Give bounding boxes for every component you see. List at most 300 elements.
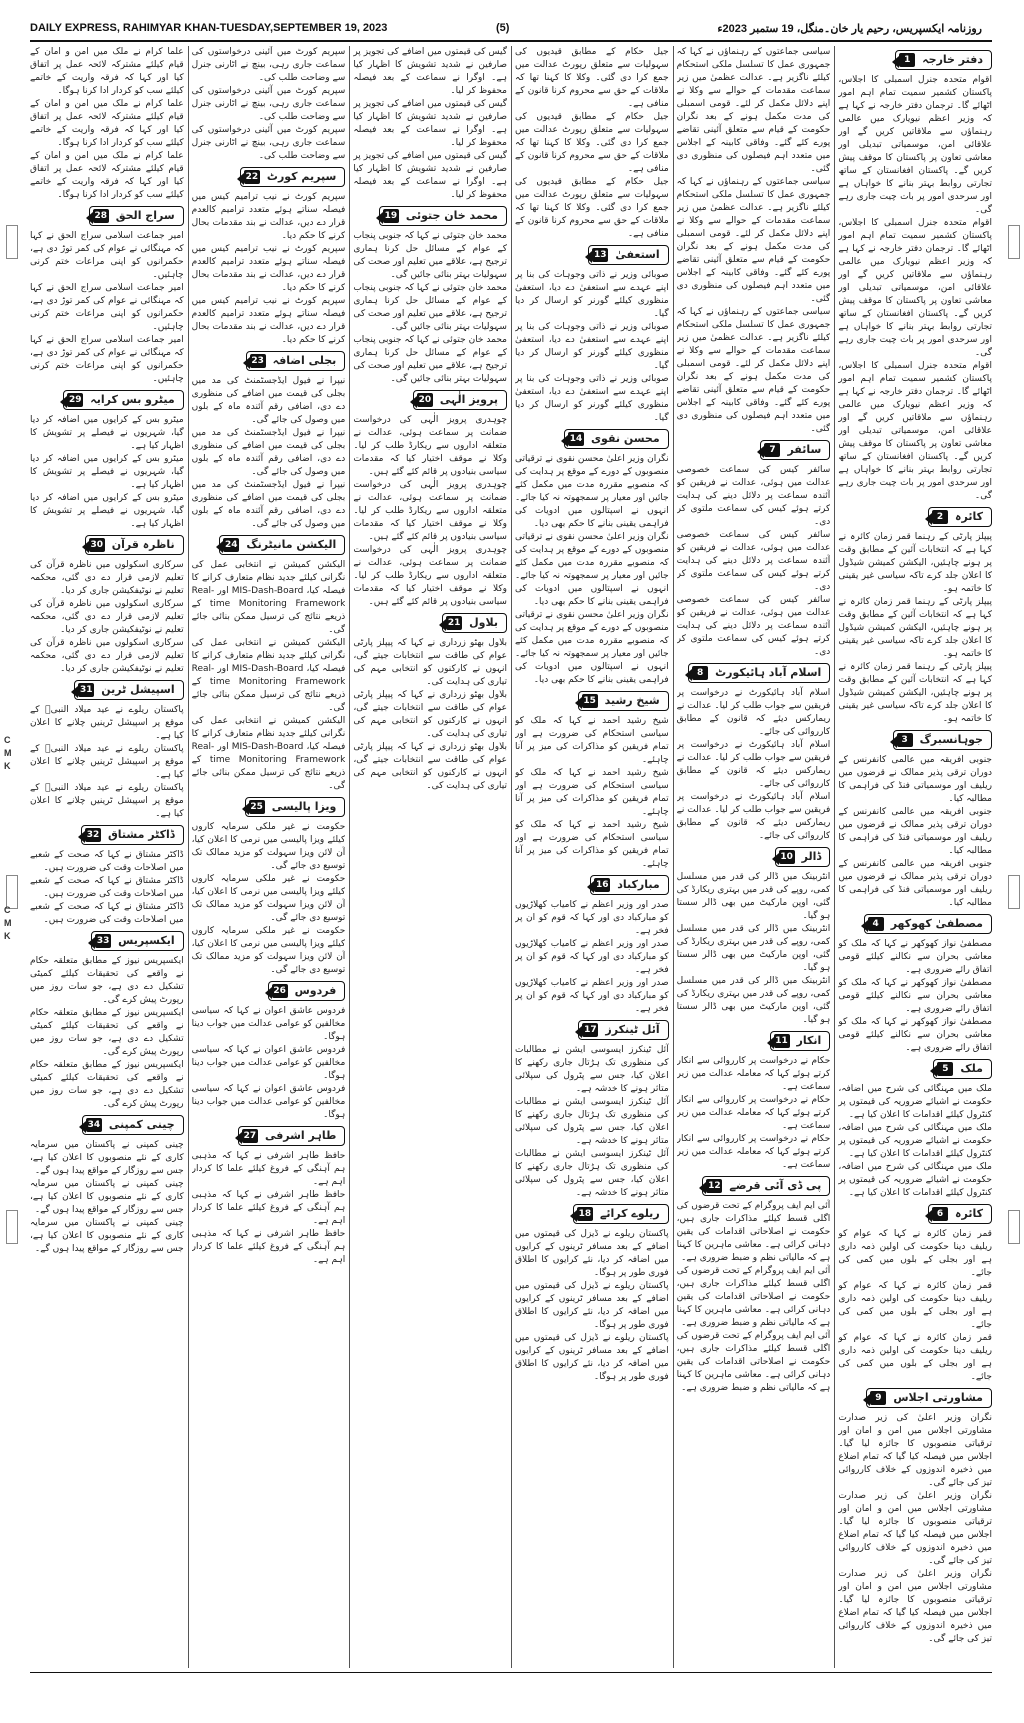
news-item — [838, 730, 992, 910]
headline-box — [838, 914, 992, 934]
article-paragraph: نیپرا نے فیول ایڈجسٹمنٹ کی مد میں بجلی کی قیمت میں اضافے کی منظوری دے دی، اضافی رقم آئندہ ماہ کے بلوں میں وصول کی جائے گی۔ — [191, 480, 346, 529]
headline-box — [192, 167, 346, 187]
headline-title: محسن نقوی 14 — [564, 429, 669, 449]
headline-number: 33 — [95, 934, 111, 948]
headline-number: 15 — [582, 694, 598, 708]
headline-box — [30, 1115, 184, 1135]
article-paragraph: اسلام آباد ہائیکورٹ نے درخواست پر فریقین سے جواب طلب کر لیا۔ عدالت نے ریمارکس دیئے کہ قانون کے مطابق کارروائی کی جائے۔ — [676, 688, 831, 737]
arrow-icon — [575, 1026, 582, 1038]
article-paragraph: نگران وزیر اعلیٰ کی زیر صدارت مشاورتی اجلاس میں امن و امان اور ترقیاتی منصوبوں کا جائزہ لیا گیا۔ اجلاس میں فیصلہ کیا گیا کہ تمام اضلاع میں ذخیرہ اندوزوں کے خلاف کارروائی تیز کی جائے گی۔ — [838, 1413, 992, 1488]
article-paragraph: میٹرو بس کے کرایوں میں اضافہ کر دیا گیا، شہریوں نے فیصلے پر تشویش کا اظہار کیا ہے۔ — [30, 454, 184, 490]
column-rule — [511, 46, 512, 1668]
headline-title: چینی کمپنی 34 — [82, 1115, 184, 1135]
article-paragraph: جنوبی افریقہ میں عالمی کانفرنس کے دوران ترقی پذیر ممالک نے قرضوں میں ریلیف اور موسمیاتی فنڈ کی فراہمی کا مطالبہ کیا۔ — [838, 859, 992, 908]
news-item — [677, 1031, 831, 1172]
news-item — [515, 1204, 669, 1384]
headline-box — [677, 1031, 831, 1051]
article-paragraph: حکومت نے غیر ملکی سرمایہ کاروں کیلئے ویزا پالیسی میں نرمی کا اعلان کیا، آن لائن ویزا سہولت کو مزید ممالک تک توسیع دی جائے گی۔ — [191, 874, 346, 923]
article-paragraph: انٹربینک میں ڈالر کی قدر میں مسلسل کمی، روپے کی قدر میں بہتری ریکارڈ کی گئی، اوپن مارکیٹ میں بھی ڈالر سستا ہو گیا۔ — [676, 924, 831, 973]
news-item — [677, 46, 831, 436]
article-paragraph: گیس کی قیمتوں میں اضافے کی تجویز پر صارفین نے شدید تشویش کا اظہار کیا ہے۔ اوگرا نے سماعت کے بعد فیصلہ محفوظ کر لیا۔ — [353, 151, 507, 200]
article-paragraph: سائفر کیس کی سماعت خصوصی عدالت میں ہوئی، عدالت نے فریقین کو آئندہ سماعت پر دلائل دینے کی ہدایت کرتے ہوئے کیس کی سماعت ملتوی کر دی۔ — [676, 530, 831, 592]
article-paragraph: چوہدری پرویز الٰہی کی درخواست ضمانت پر سماعت ہوئی، عدالت نے متعلقہ اداروں سے ریکارڈ طلب کر لیا۔ وکلا نے موقف اختیار کیا کہ مقدمات سیاسی بنیادوں پر قائم کئے گئے ہیں۔ — [353, 480, 507, 542]
article-paragraph: صدر اور وزیر اعظم نے کامیاب کھلاڑیوں کو مبارکباد دی اور کہا کہ قوم کو ان پر فخر ہے۔ — [515, 978, 669, 1014]
headline-number: 24 — [223, 538, 239, 552]
news-item — [192, 535, 346, 793]
article-paragraph: سپریم کورٹ نے نیب ترامیم کیس میں فیصلہ سناتے ہوئے متعدد ترامیم کالعدم قرار دے دیں، عدالت نے بند مقدمات بحال کرنے کا حکم دیا۔ — [191, 244, 346, 293]
headline-title: بجلی اضافہ 23 — [246, 351, 346, 371]
headline-number: 18 — [577, 1207, 593, 1221]
article-paragraph: پاکستان ریلوے نے ڈیزل کی قیمتوں میں اضافے کے بعد مسافر ٹرینوں کے کرایوں میں اضافہ کر دیا، نئے کرایوں کا اطلاق فوری طور پر ہوگا۔ — [515, 1229, 669, 1278]
headline-box — [30, 680, 184, 700]
headline-number: 25 — [249, 800, 265, 814]
column-rule — [673, 46, 674, 1668]
article-paragraph: صوبائی وزیر نے ذاتی وجوہات کی بنا پر اپنے عہدے سے استعفیٰ دے دیا، استعفیٰ منظوری کیلئے گورنر کو ارسال کر دیا گیا۔ — [515, 270, 669, 319]
headline-number: 27 — [242, 1129, 258, 1143]
article-paragraph: انٹربینک میں ڈالر کی قدر میں مسلسل کمی، روپے کی قدر میں بہتری ریکارڈ کی گئی، اوپن مارکیٹ میں بھی ڈالر سستا ہو گیا۔ — [676, 872, 831, 921]
article-paragraph: حکام نے درخواست پر کارروائی سے انکار کرتے ہوئے کہا کہ معاملہ عدالت میں زیر سماعت ہے۔ — [676, 1095, 831, 1131]
arrow-icon — [376, 212, 383, 224]
article-paragraph: علما کرام نے ملک میں امن و امان کے قیام کیلئے مشترکہ لائحہ عمل پر اتفاق کیا اور کہا کہ فرقہ واریت کے خاتمے کیلئے سب کو کردار ادا کرنا ہوگا۔ — [30, 151, 184, 200]
article-paragraph: ڈاکٹر مشتاق نے کہا کہ صحت کے شعبے میں اصلاحات وقت کی ضرورت ہیں۔ — [30, 850, 184, 873]
article-paragraph: گیس کی قیمتوں میں اضافے کی تجویز پر صارفین نے شدید تشویش کا اظہار کیا ہے۔ اوگرا نے سماعت کے بعد فیصلہ محفوظ کر لیا۔ — [353, 47, 507, 96]
article-paragraph: قمر زمان کائرہ نے کہا کہ عوام کو ریلیف دینا حکومت کی اولین ذمہ داری ہے اور بجلی کے بلوں میں کمی کی جائے۔ — [838, 1333, 992, 1382]
article-paragraph: انٹربینک میں ڈالر کی قدر میں مسلسل کمی، روپے کی قدر میں بہتری ریکارڈ کی گئی، اوپن مارکیٹ میں بھی ڈالر سستا ہو گیا۔ — [676, 976, 831, 1025]
news-item — [677, 663, 831, 843]
headline-box — [192, 981, 346, 1001]
article-paragraph: ایکسپریس نیوز کے مطابق متعلقہ حکام نے واقعے کی تحقیقات کیلئے کمیٹی تشکیل دے دی ہے، جو سات روز میں رپورٹ پیش کرے گی۔ — [30, 956, 184, 1005]
arrow-icon — [925, 1210, 932, 1222]
masthead-urdu: روزنامہ ایکسپریس، رحیم یار خان۔منگل، 19 ستمبر 2023ء — [717, 23, 982, 35]
article-paragraph: حکام نے درخواست پر کارروائی سے انکار کرتے ہوئے کہا کہ معاملہ عدالت میں زیر سماعت ہے۔ — [676, 1056, 831, 1092]
article-paragraph: امیر جماعت اسلامی سراج الحق نے کہا کہ مہنگائی نے عوام کی کمر توڑ دی ہے، حکمرانوں کو اپنی مراعات ختم کرنی چاہئیں۔ — [30, 335, 184, 384]
headline-number: 28 — [93, 209, 109, 223]
article-paragraph: شیخ رشید احمد نے کہا کہ ملک کو سیاسی استحکام کی ضرورت ہے اور تمام فریقین کو مذاکرات کی میز پر آنا چاہئے۔ — [515, 716, 669, 765]
headline-title: ریلوے کرائے 18 — [573, 1204, 669, 1224]
arrow-icon — [767, 1037, 774, 1049]
news-item — [515, 429, 669, 687]
headline-title: کائرہ 2 — [928, 507, 992, 527]
article-paragraph: ڈاکٹر مشتاق نے کہا کہ صحت کے شعبے میں اصلاحات وقت کی ضرورت ہیں۔ — [30, 902, 184, 925]
arrow-icon — [71, 686, 78, 698]
news-item — [353, 206, 507, 386]
article-paragraph: حکومت نے غیر ملکی سرمایہ کاروں کیلئے ویزا پالیسی میں نرمی کا اعلان کیا، آن لائن ویزا سہولت کو مزید ممالک تک توسیع دی جائے گی۔ — [191, 926, 346, 975]
arrow-icon — [930, 1065, 937, 1077]
news-item — [838, 1059, 992, 1200]
headline-number: 9 — [870, 1391, 886, 1405]
headline-number: 30 — [89, 538, 105, 552]
news-item — [838, 1204, 992, 1384]
news-item — [838, 507, 992, 726]
article-paragraph: پاکستان ریلوے نے عید میلاد النبیؐ کے موقع پر اسپیشل ٹرینیں چلانے کا اعلان کیا ہے۔ — [30, 744, 184, 780]
news-item — [353, 46, 507, 202]
arrow-icon — [890, 736, 897, 748]
arrow-icon — [685, 669, 692, 681]
headline-box — [30, 931, 184, 951]
headline-title: پی ڈی آئی قرضے 12 — [702, 1176, 830, 1196]
article-paragraph: امیر جماعت اسلامی سراج الحق نے کہا کہ مہنگائی نے عوام کی کمر توڑ دی ہے، حکمرانوں کو اپنی مراعات ختم کرنی چاہئیں۔ — [30, 283, 184, 332]
news-item — [353, 390, 507, 609]
news-item — [677, 440, 831, 659]
column-text — [30, 46, 184, 1668]
news-column — [192, 46, 346, 1668]
headline-box — [515, 429, 669, 449]
article-paragraph: حکومت نے غیر ملکی سرمایہ کاروں کیلئے ویزا پالیسی میں نرمی کا اعلان کیا، آن لائن ویزا سہولت کو مزید ممالک تک توسیع دی جائے گی۔ — [191, 822, 346, 871]
headline-box — [353, 613, 507, 633]
article-paragraph: جنوبی افریقہ میں عالمی کانفرنس کے دوران ترقی پذیر ممالک نے قرضوں میں ریلیف اور موسمیاتی فنڈ کی فراہمی کا مطالبہ کیا۔ — [838, 807, 992, 856]
headline-number: 3 — [897, 733, 913, 747]
article-paragraph: میٹرو بس کے کرایوں میں اضافہ کر دیا گیا، شہریوں نے فیصلے پر تشویش کا اظہار کیا ہے۔ — [30, 415, 184, 451]
headline-box — [677, 847, 831, 867]
article-paragraph: آئل ٹینکرز ایسوسی ایشن نے مطالبات کی منظوری تک ہڑتال جاری رکھنے کا اعلان کیا، جس سے پٹرول کی سپلائی متاثر ہونے کا خدشہ ہے۔ — [515, 1097, 669, 1146]
headline-title: استعفیٰ 13 — [588, 245, 668, 265]
article-paragraph: پاکستان ریلوے نے ڈیزل کی قیمتوں میں اضافے کے بعد مسافر ٹرینوں کے کرایوں میں اضافہ کر دیا، نئے کرایوں کا اطلاق فوری طور پر ہوگا۔ — [515, 1281, 669, 1330]
headline-number: 12 — [706, 1179, 722, 1193]
headline-box — [515, 1204, 669, 1224]
headline-title: ڈالر 10 — [775, 847, 831, 867]
article-paragraph: پیپلز پارٹی کے رہنما قمر زمان کائرہ نے کہا ہے کہ انتخابات آئین کے مطابق وقت پر ہونے چاہئیں، الیکشن کمیشن شیڈول کا اعلان جلد کرے تاکہ سیاسی غیر یقینی کا خاتمہ ہو۔ — [838, 597, 992, 659]
right-registration-mark — [1008, 1210, 1020, 1244]
article-paragraph: سائفر کیس کی سماعت خصوصی عدالت میں ہوئی، عدالت نے فریقین کو آئندہ سماعت پر دلائل دینے کی ہدایت کرتے ہوئے کیس کی سماعت ملتوی کر دی۔ — [676, 595, 831, 657]
article-paragraph: چوہدری پرویز الٰہی کی درخواست ضمانت پر سماعت ہوئی، عدالت نے متعلقہ اداروں سے ریکارڈ طلب کر لیا۔ وکلا نے موقف اختیار کیا کہ مقدمات سیاسی بنیادوں پر قائم کئے گئے ہیں۔ — [353, 545, 507, 607]
article-paragraph: نگران وزیر اعلیٰ محسن نقوی نے ترقیاتی منصوبوں کے دورے کے موقع پر ہدایت کی کہ منصوبے مقررہ مدت میں مکمل کئے جائیں اور معیار پر سمجھوتہ نہ کیا جائے۔ انہوں نے اسپتالوں میں ادویات کی فراہمی یقینی بنانے کا حکم بھی دیا۔ — [515, 532, 669, 607]
masthead-english: DAILY EXPRESS, RAHIMYAR KHAN-TUESDAY,SEPTEMBER 19, 2023 — [30, 22, 388, 34]
article-paragraph: اسلام آباد ہائیکورٹ نے درخواست پر فریقین سے جواب طلب کر لیا۔ عدالت نے ریمارکس دیئے کہ قانون کے مطابق کارروائی کی جائے۔ — [676, 792, 831, 841]
arrow-icon — [78, 831, 85, 843]
headline-box — [838, 50, 992, 70]
headline-box — [838, 1204, 992, 1224]
headline-number: 32 — [85, 828, 101, 842]
headline-title: میٹرو بس کرایہ 29 — [63, 390, 183, 410]
headline-box — [353, 206, 507, 226]
article-paragraph: سرکاری اسکولوں میں ناظرہ قرآن کی تعلیم لازمی قرار دے دی گئی، محکمہ تعلیم نے نوٹیفکیشن جاری کر دیا۔ — [30, 560, 184, 596]
article-paragraph: اقوام متحدہ جنرل اسمبلی کا اجلاس، پاکستان کشمیر سمیت تمام اہم امور اٹھائے گا۔ ترجمان دفتر خارجہ نے کہا ہے کہ وزیر اعظم نیویارک میں عالمی رہنماؤں سے ملاقاتیں کریں گے اور علاقائی امن، موسمیاتی تبدیلی اور معاشی تعاون پر پاکستان کا موقف پیش کریں گے۔ پاکستان افغانستان کے ساتھ تجارتی روابط بہتر بنانے کا خواہاں ہے اور سرحدی امور پر بات چیت جاری رہے گی۔ — [838, 218, 992, 358]
arrow-icon — [772, 853, 779, 865]
headline-number: 16 — [594, 878, 610, 892]
news-item — [677, 847, 831, 1027]
article-paragraph: اقوام متحدہ جنرل اسمبلی کا اجلاس، پاکستان کشمیر سمیت تمام اہم امور اٹھائے گا۔ ترجمان دفتر خارجہ نے کہا ہے کہ وزیر اعظم نیویارک میں عالمی رہنماؤں سے ملاقاتیں کریں گے اور علاقائی امن، موسمیاتی تبدیلی اور معاشی تعاون پر پاکستان کا موقف پیش کریں گے۔ پاکستان افغانستان کے ساتھ تجارتی روابط بہتر بنانے کا خواہاں ہے اور سرحدی امور پر بات چیت جاری رہے گی۔ — [838, 75, 992, 215]
news-item — [515, 46, 669, 241]
news-item — [353, 613, 507, 793]
headline-box — [192, 535, 346, 555]
article-paragraph: سپریم کورٹ نے نیب ترامیم کیس میں فیصلہ سناتے ہوئے متعدد ترامیم کالعدم قرار دے دیں، عدالت نے بند مقدمات بحال کرنے کا حکم دیا۔ — [191, 296, 346, 345]
article-paragraph: اقوام متحدہ جنرل اسمبلی کا اجلاس، پاکستان کشمیر سمیت تمام اہم امور اٹھائے گا۔ ترجمان دفتر خارجہ نے کہا ہے کہ وزیر اعظم نیویارک میں عالمی رہنماؤں سے ملاقاتیں کریں گے اور علاقائی امن، موسمیاتی تبدیلی اور معاشی تعاون پر پاکستان کا موقف پیش کریں گے۔ پاکستان افغانستان کے ساتھ تجارتی روابط بہتر بنانے کا خواہاں ہے اور سرحدی امور پر بات چیت جاری رہے گی۔ — [838, 361, 992, 501]
article-paragraph: محمد خان جتوئی نے کہا کہ جنوبی پنجاب کے عوام کے مسائل حل کرنا ہماری ترجیح ہے، علاقے میں تعلیم اور صحت کی سہولیات بہتر بنائی جائیں گی۔ — [353, 283, 507, 332]
headline-box — [677, 440, 831, 460]
headline-box — [677, 663, 831, 683]
article-paragraph: سرکاری اسکولوں میں ناظرہ قرآن کی تعلیم لازمی قرار دے دی گئی، محکمہ تعلیم نے نوٹیفکیشن جاری کر دیا۔ — [30, 599, 184, 635]
headline-number: 6 — [932, 1207, 948, 1221]
headline-title: محمد خان جتوئی 19 — [379, 206, 507, 226]
newspaper-page — [30, 46, 992, 1668]
crop-mark-k: K — [4, 931, 11, 941]
headline-title: ایکسپریس 33 — [91, 931, 184, 951]
arrow-icon — [60, 396, 67, 408]
article-paragraph: چینی کمپنی نے پاکستان میں سرمایہ کاری کے نئے منصوبوں کا اعلان کیا ہے، جس سے روزگار کے مواقع پیدا ہوں گے۔ — [30, 1179, 184, 1215]
article-paragraph: آئل ٹینکرز ایسوسی ایشن نے مطالبات کی منظوری تک ہڑتال جاری رکھنے کا اعلان کیا، جس سے پٹرول کی سپلائی متاثر ہونے کا خدشہ ہے۔ — [515, 1149, 669, 1198]
article-paragraph: گیس کی قیمتوں میں اضافے کی تجویز پر صارفین نے شدید تشویش کا اظہار کیا ہے۔ اوگرا نے سماعت کے بعد فیصلہ محفوظ کر لیا۔ — [353, 99, 507, 148]
headline-title: پرویز الٰہی 20 — [413, 390, 507, 410]
article-paragraph: فردوس عاشق اعوان نے کہا کہ سیاسی مخالفین کو عوامی عدالت میں جواب دینا ہوگا۔ — [191, 1045, 346, 1081]
column-text — [353, 46, 507, 1668]
article-paragraph: سپریم کورٹ میں آئینی درخواستوں کی سماعت جاری رہی، بینچ نے اٹارنی جنرل سے وضاحت طلب کی۔ — [191, 47, 346, 83]
article-paragraph: صوبائی وزیر نے ذاتی وجوہات کی بنا پر اپنے عہدے سے استعفیٰ دے دیا، استعفیٰ منظوری کیلئے گورنر کو ارسال کر دیا گیا۔ — [515, 374, 669, 423]
headline-title: ویزا پالیسی 25 — [245, 797, 346, 817]
arrow-icon — [585, 251, 592, 263]
news-item — [30, 1115, 184, 1256]
headline-title: مصطفیٰ کھوکھر 4 — [864, 914, 992, 934]
article-paragraph: جیل حکام کے مطابق قیدیوں کی سہولیات سے متعلق رپورٹ عدالت میں جمع کرا دی گئی۔ وکلا کا کہنا تھا کہ ملاقات کے حق سے محروم کرنا قانون کے منافی ہے۔ — [515, 112, 669, 174]
news-item — [515, 245, 669, 425]
article-paragraph: محمد خان جتوئی نے کہا کہ جنوبی پنجاب کے عوام کے مسائل حل کرنا ہماری ترجیح ہے، علاقے میں تعلیم اور صحت کی سہولیات بہتر بنائی جائیں گی۔ — [353, 335, 507, 384]
article-paragraph: سیاسی جماعتوں کے رہنماؤں نے کہا کہ جمہوری عمل کا تسلسل ملکی استحکام کیلئے ناگزیر ہے۔ عدالت عظمیٰ میں زیر سماعت مقدمات کے حوالے سے وکلا نے اپنے دلائل مکمل کر لئے۔ قومی اسمبلی کی مدت مکمل ہونے کے بعد نگران حکومت کے قیام سے متعلق آئینی تقاضے پورے کئے گئے۔ وفاقی کابینہ کے اجلاس میں متعدد اہم فیصلوں کی منظوری دی گئی۔ — [676, 307, 831, 434]
article-paragraph: نگران وزیر اعلیٰ محسن نقوی نے ترقیاتی منصوبوں کے دورے کے موقع پر ہدایت کی کہ منصوبے مقررہ مدت میں مکمل کئے جائیں اور معیار پر سمجھوتہ نہ کیا جائے۔ انہوں نے اسپتالوں میں ادویات کی فراہمی یقینی بنانے کا حکم بھی دیا۔ — [515, 610, 669, 685]
headline-title: الیکشن مانیٹرنگ 24 — [219, 535, 345, 555]
headline-number: 14 — [568, 432, 584, 446]
article-paragraph: الیکشن کمیشن نے انتخابی عمل کی نگرانی کیلئے جدید نظام متعارف کرانے کا فیصلہ کیا، MIS-Dash-Board اور Real-time Monitoring Framework کے ذریعے نتائج کی ترسیل ممکن بنائی جائے گی۔ — [191, 560, 346, 635]
headline-number: 5 — [937, 1062, 953, 1076]
article-paragraph: بلاول بھٹو زرداری نے کہا کہ پیپلز پارٹی عوام کی طاقت سے انتخابات جیتے گی، انہوں نے کارکنوں کو انتخابی مہم کی تیاری کی ہدایت کی۔ — [353, 690, 507, 739]
article-paragraph: فردوس عاشق اعوان نے کہا کہ سیاسی مخالفین کو عوامی عدالت میں جواب دینا ہوگا۔ — [191, 1084, 346, 1120]
article-paragraph: سیاسی جماعتوں کے رہنماؤں نے کہا کہ جمہوری عمل کا تسلسل ملکی استحکام کیلئے ناگزیر ہے۔ عدالت عظمیٰ میں زیر سماعت مقدمات کے حوالے سے وکلا نے اپنے دلائل مکمل کر لئے۔ قومی اسمبلی کی مدت مکمل ہونے کے بعد نگران حکومت کے قیام سے متعلق آئینی تقاضے پورے کئے گئے۔ وفاقی کابینہ کے اجلاس میں متعدد اہم فیصلوں کی منظوری دی گئی۔ — [676, 177, 831, 304]
article-paragraph: آئی ایم ایف پروگرام کے تحت قرضوں کی اگلی قسط کیلئے مذاکرات جاری ہیں، حکومت نے اصلاحاتی اقدامات کی یقین دہانی کرائی ہے۔ معاشی ماہرین کا کہنا ہے کہ مالیاتی نظم و ضبط ضروری ہے۔ — [676, 1266, 831, 1328]
headline-number: 34 — [86, 1118, 102, 1132]
article-paragraph: نگران وزیر اعلیٰ کی زیر صدارت مشاورتی اجلاس میں امن و امان اور ترقیاتی منصوبوں کا جائزہ لیا گیا۔ اجلاس میں فیصلہ کیا گیا کہ تمام اضلاع میں ذخیرہ اندوزوں کے خلاف کارروائی تیز کی جائے گی۔ — [838, 1569, 992, 1644]
article-paragraph: نگران وزیر اعلیٰ محسن نقوی نے ترقیاتی منصوبوں کے دورے کے موقع پر ہدایت کی کہ منصوبے مقررہ مدت میں مکمل کئے جائیں اور معیار پر سمجھوتہ نہ کیا جائے۔ انہوں نے اسپتالوں میں ادویات کی فراہمی یقینی بنانے کا حکم بھی دیا۔ — [515, 454, 669, 529]
headline-box — [30, 206, 184, 226]
article-paragraph: آئی ایم ایف پروگرام کے تحت قرضوں کی اگلی قسط کیلئے مذاکرات جاری ہیں، حکومت نے اصلاحاتی اقدامات کی یقین دہانی کرائی ہے۔ معاشی ماہرین کا کہنا ہے کہ مالیاتی نظم و ضبط ضروری ہے۔ — [676, 1331, 831, 1393]
crop-mark-k: K — [4, 761, 11, 771]
arrow-icon — [439, 619, 446, 631]
article-paragraph: قمر زمان کائرہ نے کہا کہ عوام کو ریلیف دینا حکومت کی اولین ذمہ داری ہے اور بجلی کے بلوں میں کمی کی جائے۔ — [838, 1281, 992, 1330]
headline-title: سراج الحق 28 — [89, 206, 184, 226]
news-item — [515, 875, 669, 1016]
arrow-icon — [587, 881, 594, 893]
headline-number: 10 — [779, 850, 795, 864]
article-paragraph: آئی ایم ایف پروگرام کے تحت قرضوں کی اگلی قسط کیلئے مذاکرات جاری ہیں، حکومت نے اصلاحاتی اقدامات کی یقین دہانی کرائی ہے۔ معاشی ماہرین کا کہنا ہے کہ مالیاتی نظم و ضبط ضروری ہے۔ — [676, 1201, 831, 1263]
article-paragraph: مصطفیٰ نواز کھوکھر نے کہا کہ ملک کو معاشی بحران سے نکالنے کیلئے قومی اتفاق رائے ضروری ہے۔ — [838, 1017, 992, 1053]
crop-mark-c: C — [4, 905, 11, 915]
news-item — [30, 931, 184, 1111]
news-item — [192, 981, 346, 1122]
headline-title: ڈاکٹر مشتاق 32 — [81, 825, 184, 845]
news-item — [192, 46, 346, 163]
headline-box — [515, 245, 669, 265]
column-rule — [188, 46, 189, 1668]
article-paragraph: سائفر کیس کی سماعت خصوصی عدالت میں ہوئی، عدالت نے فریقین کو آئندہ سماعت پر دلائل دینے کی ہدایت کرتے ہوئے کیس کی سماعت ملتوی کر دی۔ — [676, 465, 831, 527]
news-column — [677, 46, 831, 1668]
headline-number: 31 — [78, 683, 94, 697]
headline-box — [515, 875, 669, 895]
news-item — [677, 1176, 831, 1395]
arrow-icon — [265, 987, 272, 999]
news-item — [30, 680, 184, 821]
article-paragraph: چینی کمپنی نے پاکستان میں سرمایہ کاری کے نئے منصوبوں کا اعلان کیا ہے، جس سے روزگار کے مواقع پیدا ہوں گے۔ — [30, 1218, 184, 1254]
arrow-icon — [235, 1132, 242, 1144]
article-paragraph: ڈاکٹر مشتاق نے کہا کہ صحت کے شعبے میں اصلاحات وقت کی ضرورت ہیں۔ — [30, 876, 184, 899]
article-paragraph: پاکستان ریلوے نے ڈیزل کی قیمتوں میں اضافے کے بعد مسافر ٹرینوں کے کرایوں میں اضافہ کر دیا، نئے کرایوں کا اطلاق فوری طور پر ہوگا۔ — [515, 1333, 669, 1382]
article-paragraph: نگران وزیر اعلیٰ کی زیر صدارت مشاورتی اجلاس میں امن و امان اور ترقیاتی منصوبوں کا جائزہ لیا گیا۔ اجلاس میں فیصلہ کیا گیا کہ تمام اضلاع میں ذخیرہ اندوزوں کے خلاف کارروائی تیز کی جائے گی۔ — [838, 1491, 992, 1566]
article-paragraph: محمد خان جتوئی نے کہا کہ جنوبی پنجاب کے عوام کے مسائل حل کرنا ہماری ترجیح ہے، علاقے میں تعلیم اور صحت کی سہولیات بہتر بنائی جائیں گی۔ — [353, 231, 507, 280]
bottom-rule — [30, 1672, 992, 1673]
arrow-icon — [216, 541, 223, 553]
article-paragraph: امیر جماعت اسلامی سراج الحق نے کہا کہ مہنگائی نے عوام کی کمر توڑ دی ہے، حکمرانوں کو اپنی مراعات ختم کرنی چاہئیں۔ — [30, 231, 184, 280]
headline-number: 1 — [899, 53, 915, 67]
column-text — [192, 46, 346, 1668]
article-paragraph: ایکسپریس نیوز کے مطابق متعلقہ حکام نے واقعے کی تحقیقات کیلئے کمیٹی تشکیل دے دی ہے، جو سات روز میں رپورٹ پیش کرے گی۔ — [30, 1008, 184, 1057]
headline-title: آئل ٹینکرز 17 — [578, 1020, 668, 1040]
headline-title: اسپیشل ٹرین 31 — [74, 680, 183, 700]
headline-number: 29 — [67, 393, 83, 407]
headline-title: طاہر اشرفی 27 — [238, 1126, 345, 1146]
headline-number: 17 — [582, 1023, 598, 1037]
arrow-icon — [575, 697, 582, 709]
headline-title: جوہانسبرگ 3 — [893, 730, 992, 750]
right-registration-mark — [1008, 225, 1020, 259]
article-paragraph: حافظ طاہر اشرفی نے کہا کہ مذہبی ہم آہنگی کے فروغ کیلئے علما کا کردار اہم ہے۔ — [191, 1190, 346, 1226]
news-item — [30, 46, 184, 202]
headline-number: 22 — [244, 170, 260, 184]
column-rule — [834, 46, 835, 1668]
news-item — [30, 390, 184, 531]
article-paragraph: الیکشن کمیشن نے انتخابی عمل کی نگرانی کیلئے جدید نظام متعارف کرانے کا فیصلہ کیا، MIS-Dash-Board اور Real-time Monitoring Framework کے ذریعے نتائج کی ترسیل ممکن بنائی جائے گی۔ — [191, 716, 346, 791]
news-item — [838, 50, 992, 503]
article-paragraph: صدر اور وزیر اعظم نے کامیاب کھلاڑیوں کو مبارکباد دی اور کہا کہ قوم کو ان پر فخر ہے۔ — [515, 900, 669, 936]
article-paragraph: ایکسپریس نیوز کے مطابق متعلقہ حکام نے واقعے کی تحقیقات کیلئے کمیٹی تشکیل دے دی ہے، جو سات روز میں رپورٹ پیش کرے گی۔ — [30, 1060, 184, 1109]
headline-box — [838, 730, 992, 750]
article-paragraph: سپریم کورٹ میں آئینی درخواستوں کی سماعت جاری رہی، بینچ نے اٹارنی جنرل سے وضاحت طلب کی۔ — [191, 86, 346, 122]
headline-box — [30, 535, 184, 555]
arrow-icon — [82, 541, 89, 553]
article-paragraph: شیخ رشید احمد نے کہا کہ ملک کو سیاسی استحکام کی ضرورت ہے اور تمام فریقین کو مذاکرات کی میز پر آنا چاہئے۔ — [515, 820, 669, 869]
article-paragraph: سپریم کورٹ میں آئینی درخواستوں کی سماعت جاری رہی، بینچ نے اٹارنی جنرل سے وضاحت طلب کی۔ — [191, 125, 346, 161]
arrow-icon — [699, 1182, 706, 1194]
arrow-icon — [237, 173, 244, 185]
article-paragraph: چینی کمپنی نے پاکستان میں سرمایہ کاری کے نئے منصوبوں کا اعلان کیا ہے، جس سے روزگار کے مواقع پیدا ہوں گے۔ — [30, 1140, 184, 1176]
news-column — [353, 46, 507, 1668]
article-paragraph: نیپرا نے فیول ایڈجسٹمنٹ کی مد میں بجلی کی قیمت میں اضافے کی منظوری دے دی، اضافی رقم آئندہ ماہ کے بلوں میں وصول کی جائے گی۔ — [191, 376, 346, 425]
headline-title: ناظرہ قرآن 30 — [85, 535, 184, 555]
article-paragraph: فردوس عاشق اعوان نے کہا کہ سیاسی مخالفین کو عوامی عدالت میں جواب دینا ہوگا۔ — [191, 1006, 346, 1042]
headline-title: سپریم کورٹ 22 — [240, 167, 345, 187]
headline-box — [192, 351, 346, 371]
headline-title: اسلام آباد ہائیکورٹ 8 — [688, 663, 830, 683]
arrow-icon — [863, 1394, 870, 1406]
right-registration-mark — [1008, 875, 1020, 909]
article-paragraph: میٹرو بس کے کرایوں میں اضافہ کر دیا گیا، شہریوں نے فیصلے پر تشویش کا اظہار کیا ہے۔ — [30, 493, 184, 529]
arrow-icon — [88, 937, 95, 949]
news-item — [192, 351, 346, 531]
article-paragraph: سپریم کورٹ نے نیب ترامیم کیس میں فیصلہ سناتے ہوئے متعدد ترامیم کالعدم قرار دے دیں، عدالت نے بند مقدمات بحال کرنے کا حکم دیا۔ — [191, 192, 346, 241]
article-paragraph: اسلام آباد ہائیکورٹ نے درخواست پر فریقین سے جواب طلب کر لیا۔ عدالت نے ریمارکس دیئے کہ قانون کے مطابق کارروائی کی جائے۔ — [676, 740, 831, 789]
article-paragraph: جیل حکام کے مطابق قیدیوں کی سہولیات سے متعلق رپورٹ عدالت میں جمع کرا دی گئی۔ وکلا کا کہنا تھا کہ ملاقات کے حق سے محروم کرنا قانون کے منافی ہے۔ — [515, 177, 669, 239]
crop-mark-c: C — [4, 735, 11, 745]
arrow-icon — [79, 1121, 86, 1133]
arrow-icon — [410, 396, 417, 408]
headline-box — [515, 691, 669, 711]
news-item — [192, 167, 346, 347]
news-column — [30, 46, 184, 1668]
arrow-icon — [242, 803, 249, 815]
article-paragraph: علما کرام نے ملک میں امن و امان کے قیام کیلئے مشترکہ لائحہ عمل پر اتفاق کیا اور کہا کہ فرقہ واریت کے خاتمے کیلئے سب کو کردار ادا کرنا ہوگا۔ — [30, 99, 184, 148]
article-paragraph: پاکستان ریلوے نے عید میلاد النبیؐ کے موقع پر اسپیشل ٹرینیں چلانے کا اعلان کیا ہے۔ — [30, 783, 184, 819]
headline-box — [838, 1059, 992, 1079]
headline-number: 23 — [250, 354, 266, 368]
arrow-icon — [570, 1210, 577, 1222]
headline-title: سائفر 7 — [760, 440, 830, 460]
column-rule — [349, 46, 350, 1668]
headline-number: 11 — [774, 1034, 790, 1048]
headline-title: مبارکباد 16 — [590, 875, 668, 895]
article-paragraph: جیل حکام کے مطابق قیدیوں کی سہولیات سے متعلق رپورٹ عدالت میں جمع کرا دی گئی۔ وکلا کا کہنا تھا کہ ملاقات کے حق سے محروم کرنا قانون کے منافی ہے۔ — [515, 47, 669, 109]
headline-number: 21 — [446, 616, 462, 630]
headline-box — [192, 797, 346, 817]
headline-box — [192, 1126, 346, 1146]
left-registration-mark — [6, 875, 18, 909]
headline-title: کائرہ 6 — [928, 1204, 992, 1224]
article-paragraph: صدر اور وزیر اعظم نے کامیاب کھلاڑیوں کو مبارکباد دی اور کہا کہ قوم کو ان پر فخر ہے۔ — [515, 939, 669, 975]
article-paragraph: سیاسی جماعتوں کے رہنماؤں نے کہا کہ جمہوری عمل کا تسلسل ملکی استحکام کیلئے ناگزیر ہے۔ عدالت عظمیٰ میں زیر سماعت مقدمات کے حوالے سے وکلا نے اپنے دلائل مکمل کر لئے۔ قومی اسمبلی کی مدت مکمل ہونے کے بعد نگران حکومت کے قیام سے متعلق آئینی تقاضے پورے کئے گئے۔ وفاقی کابینہ کے اجلاس میں متعدد اہم فیصلوں کی منظوری دی گئی۔ — [676, 47, 831, 174]
masthead-line — [30, 20, 982, 38]
headline-title: فردوس 26 — [268, 981, 346, 1001]
arrow-icon — [757, 446, 764, 458]
headline-box — [677, 1176, 831, 1196]
news-item — [30, 206, 184, 386]
news-item — [30, 825, 184, 927]
article-paragraph: نیپرا نے فیول ایڈجسٹمنٹ کی مد میں بجلی کی قیمت میں اضافے کی منظوری دے دی، اضافی رقم آئندہ ماہ کے بلوں میں وصول کی جائے گی۔ — [191, 428, 346, 477]
article-paragraph: حافظ طاہر اشرفی نے کہا کہ مذہبی ہم آہنگی کے فروغ کیلئے علما کا کردار اہم ہے۔ — [191, 1229, 346, 1265]
news-column — [838, 46, 992, 1668]
news-item — [515, 691, 669, 871]
article-paragraph: پیپلز پارٹی کے رہنما قمر زمان کائرہ نے کہا ہے کہ انتخابات آئین کے مطابق وقت پر ہونے چاہئیں، الیکشن کمیشن شیڈول کا اعلان جلد کرے تاکہ سیاسی غیر یقینی کا خاتمہ ہو۔ — [838, 662, 992, 724]
column-text — [677, 46, 831, 1668]
headline-number: 7 — [764, 443, 780, 457]
article-paragraph: مصطفیٰ نواز کھوکھر نے کہا کہ ملک کو معاشی بحران سے نکالنے کیلئے قومی اتفاق رائے ضروری ہے۔ — [838, 939, 992, 975]
headline-number: 13 — [592, 248, 608, 262]
article-paragraph: حافظ طاہر اشرفی نے کہا کہ مذہبی ہم آہنگی کے فروغ کیلئے علما کا کردار اہم ہے۔ — [191, 1151, 346, 1187]
article-paragraph: ملک میں مہنگائی کی شرح میں اضافہ، حکومت نے اشیائے ضروریہ کی قیمتوں پر کنٹرول کیلئے اقدامات کا اعلان کیا ہے۔ — [838, 1123, 992, 1159]
article-paragraph: الیکشن کمیشن نے انتخابی عمل کی نگرانی کیلئے جدید نظام متعارف کرانے کا فیصلہ کیا، MIS-Dash-Board اور Real-time Monitoring Framework کے ذریعے نتائج کی ترسیل ممکن بنائی جائے گی۔ — [191, 638, 346, 713]
article-paragraph: حکام نے درخواست پر کارروائی سے انکار کرتے ہوئے کہا کہ معاملہ عدالت میں زیر سماعت ہے۔ — [676, 1134, 831, 1170]
left-registration-mark — [6, 1210, 18, 1244]
article-paragraph: قمر زمان کائرہ نے کہا کہ عوام کو ریلیف دینا حکومت کی اولین ذمہ داری ہے اور بجلی کے بلوں میں کمی کی جائے۔ — [838, 1229, 992, 1278]
headline-title: شیخ رشید 15 — [578, 691, 669, 711]
news-item — [838, 1388, 992, 1646]
headline-box — [515, 1020, 669, 1040]
headline-box — [30, 390, 184, 410]
column-text — [515, 46, 669, 1668]
news-item — [515, 1020, 669, 1200]
headline-title: انکار 11 — [770, 1031, 831, 1051]
headline-box — [30, 825, 184, 845]
news-item — [30, 535, 184, 676]
crop-mark-m: M — [4, 918, 12, 928]
news-item — [838, 914, 992, 1055]
headline-number: 20 — [417, 393, 433, 407]
crop-mark-m: M — [4, 748, 12, 758]
page-number: (5) — [496, 22, 510, 34]
arrow-icon — [561, 435, 568, 447]
article-paragraph: بلاول بھٹو زرداری نے کہا کہ پیپلز پارٹی عوام کی طاقت سے انتخابات جیتے گی، انہوں نے کارکنوں کو انتخابی مہم کی تیاری کی ہدایت کی۔ — [353, 638, 507, 687]
arrow-icon — [892, 56, 899, 68]
headline-title: ملک 5 — [933, 1059, 992, 1079]
left-registration-mark — [6, 225, 18, 259]
headline-number: 26 — [272, 984, 288, 998]
headline-number: 19 — [383, 209, 399, 223]
headline-number: 4 — [868, 917, 884, 931]
article-paragraph: ملک میں مہنگائی کی شرح میں اضافہ، حکومت نے اشیائے ضروریہ کی قیمتوں پر کنٹرول کیلئے اقدامات کا اعلان کیا ہے۔ — [838, 1162, 992, 1198]
headline-title: بلاول 21 — [442, 613, 507, 633]
